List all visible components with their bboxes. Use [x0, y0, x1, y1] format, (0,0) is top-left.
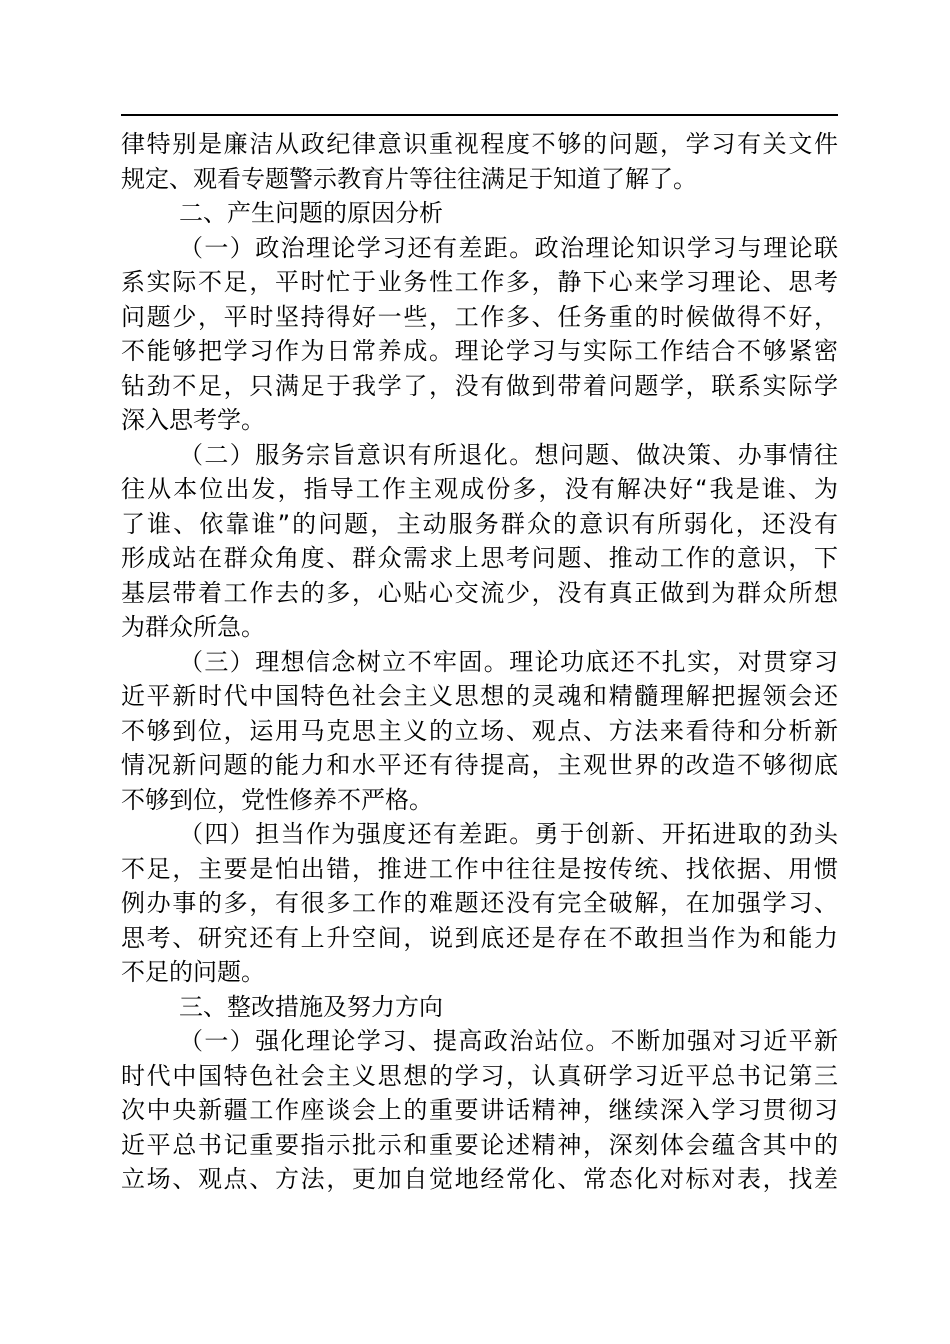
text-line: 规定、观看专题警示教育片等往往满足于知道了解了。 [121, 164, 697, 193]
text-line: 时代中国特色社会主义思想的学习，认真研学习近平总书记第三 [121, 1061, 838, 1090]
text-line: （四）担当作为强度还有差距。勇于创新、开拓进取的劲头 [179, 820, 838, 848]
text-line: 不足，主要是怕出错，推进工作中往往是按传统、找依据、用惯 [121, 854, 838, 883]
text-line: 立场、观点、方法，更加自觉地经常化、常态化对标对表，找差 [121, 1165, 838, 1193]
text-line: 思考、研究还有上升空间，说到底还是存在不敢担当作为和能力 [121, 923, 838, 952]
text-line: 往从本位出发，指导工作主观成份多，没有解决好“我是谁、为 [121, 475, 838, 503]
text-line: 系实际不足，平时忙于业务性工作多，静下心来学习理论、思考 [121, 268, 838, 296]
text-line: 为群众所急。 [121, 613, 265, 641]
section-heading-2: 二、产生问题的原因分析 [179, 199, 443, 227]
text-line: 不能够把学习作为日常养成。理论学习与实际工作结合不够紧密 [121, 337, 838, 365]
text-line: 近平总书记重要指示批示和重要论述精神，深刻体会蕴含其中的 [121, 1130, 838, 1159]
text-line: 基层带着工作去的多，心贴心交流少，没有真正做到为群众所想 [121, 578, 838, 607]
text-line: 律特别是廉洁从政纪律意识重视程度不够的问题，学习有关文件 [121, 130, 838, 158]
text-line: 例办事的多，有很多工作的难题还没有完全破解，在加强学习、 [121, 889, 838, 917]
text-line: （三）理想信念树立不牢固。理论功底还不扎实，对贯穿习 [179, 647, 838, 676]
text-line: 近平新时代中国特色社会主义思想的灵魂和精髓理解把握领会还 [121, 682, 838, 710]
text-line: （一）强化理论学习、提高政治站位。不断加强对习近平新 [179, 1027, 838, 1055]
text-line: 深入思考学。 [121, 406, 265, 434]
text-line: （一）政治理论学习还有差距。政治理论知识学习与理论联 [179, 233, 838, 262]
header-rule [121, 114, 838, 116]
document-body [121, 127, 838, 1197]
text-line: 问题少，平时坚持得好一些，工作多、任务重的时候做得不好， [121, 302, 838, 331]
text-line: 不够到位，运用马克思主义的立场、观点、方法来看待和分析新 [121, 716, 838, 745]
text-line: 不足的问题。 [121, 958, 265, 986]
text-line: 了谁、依靠谁”的问题，主动服务群众的意识有所弱化，还没有 [121, 509, 838, 538]
text-line: 钻劲不足，只满足于我学了，没有做到带着问题学，联系实际学 [121, 371, 838, 400]
text-line: 情况新问题的能力和水平还有待提高，主观世界的改造不够彻底 [121, 751, 838, 779]
text-line: 不够到位，党性修养不严格。 [121, 785, 433, 814]
text-line: 次中央新疆工作座谈会上的重要讲话精神，继续深入学习贯彻习 [121, 1096, 838, 1124]
text-line: （二）服务宗旨意识有所退化。想问题、做决策、办事情往 [179, 440, 838, 469]
section-heading-3: 三、整改措施及努力方向 [179, 992, 443, 1021]
text-line: 形成站在群众角度、群众需求上思考问题、推动工作的意识，下 [121, 544, 838, 572]
